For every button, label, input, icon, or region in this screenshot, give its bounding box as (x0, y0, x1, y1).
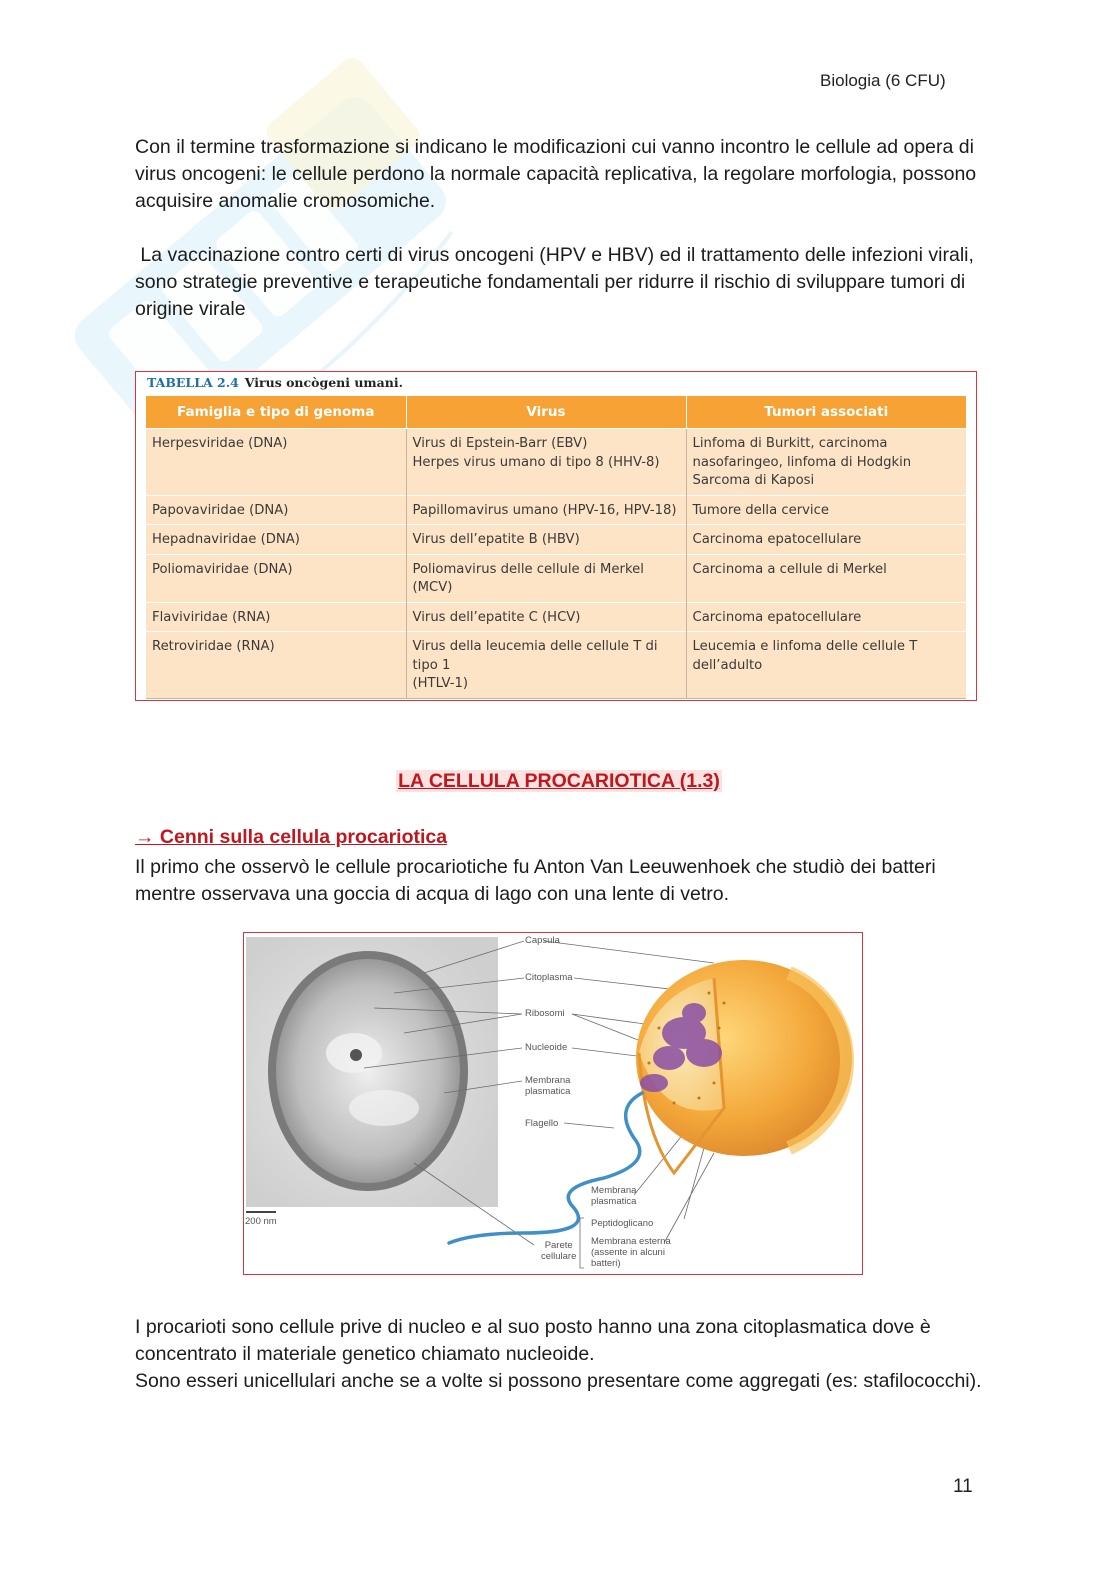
paragraph-leeuwenhoek: Il primo che osservò le cellule procariotiche fu Anton Van Leeuwenhoek che studiò dei batteri mentre osservava una goccia di acqua di lago con una lente di vetro. (135, 856, 936, 905)
table-cell-family (146, 602, 406, 632)
table-cell-tumors (686, 495, 966, 525)
table-header-cell: Famiglia e tipo di genoma (146, 396, 406, 429)
table-cell-tumors (686, 632, 966, 699)
micrograph-cytoplasm (276, 959, 460, 1183)
table-cell-family (146, 632, 406, 699)
table-row (146, 525, 966, 555)
header-course-title: Biologia (6 CFU) (820, 71, 946, 90)
label-line: Membrana (525, 1075, 571, 1086)
label-line: Membrana esterna (591, 1236, 671, 1247)
cell-text: Virus di Epstein-Barr (EBV) (412, 436, 588, 451)
label-membrana-plasmatica-bottom (591, 1185, 636, 1207)
cell-text: Sarcoma di Kaposi (692, 473, 815, 488)
cell-text: Papillomavirus umano (HPV-16, HPV-18) (412, 502, 677, 518)
label-line: plasmatica (525, 1086, 571, 1097)
cell-text: Virus della leucemia delle cellule T di (412, 639, 658, 654)
table-caption (147, 375, 403, 390)
micrograph-nucleoid-region (349, 1090, 419, 1126)
table-row (146, 632, 966, 699)
cell-text: Herpes virus umano di tipo 8 (HHV-8) (412, 454, 660, 470)
cell-text: Carcinoma epatocellulare (692, 532, 862, 547)
cell-text: Flaviviridae (RNA) (152, 609, 271, 625)
cell-text: Retroviridae (RNA) (152, 639, 275, 654)
table-cell-family (146, 525, 406, 555)
label-parete-cellulare (541, 1240, 576, 1262)
table-header-cell: Tumori associati (686, 396, 966, 429)
cell-text: Herpesviridae (DNA) (152, 436, 288, 451)
table-cell-tumors (686, 554, 966, 602)
table-caption-label: TABELLA 2.4 (147, 375, 239, 390)
cell-text: Carcinoma epatocellulare (692, 609, 862, 625)
table-cell-virus (406, 554, 686, 602)
label-nucleoide: Nucleoide (525, 1042, 568, 1053)
page-number: 11 (953, 1476, 973, 1497)
label-ribosomi: Ribosomi (525, 1008, 565, 1019)
cell-text: (MCV) (412, 580, 453, 595)
table-row (146, 495, 966, 525)
label-membrana-esterna (591, 1236, 671, 1269)
label-capsula: Capsula (525, 935, 560, 946)
table-cell-virus (406, 602, 686, 632)
table-cell-virus (406, 632, 686, 699)
label-line: Parete (544, 1240, 573, 1251)
micrograph-granule (350, 1049, 362, 1061)
cell-text: Hepadnaviridae (DNA) (152, 532, 300, 547)
table-cell-virus (406, 429, 686, 496)
label-line: Membrana (591, 1185, 637, 1196)
table-header-cell: Virus (406, 396, 686, 429)
paragraph-trasformazione: Con il termine trasformazione si indicano le modificazioni cui vanno incontro le cellule ad opera di virus oncogeni: le cellule perdono la normale capacità replicativa, la regolare morfologia, possono acquisire anomalie cromosomiche. (135, 136, 977, 212)
label-peptidoglicano: Peptidoglicano (591, 1218, 654, 1229)
cell-text: tipo 1 (412, 657, 451, 673)
table-cell-family (146, 554, 406, 602)
table-row (146, 554, 966, 602)
cell-text: dell’adulto (692, 657, 763, 673)
table-caption-text: Virus oncògeni umani. (244, 375, 403, 390)
cell-text: Linfoma di Burkitt, carcinoma (692, 436, 888, 451)
table-cell-family (146, 429, 406, 496)
cell-text: nasofaringeo, linfoma di Hodgkin (692, 454, 912, 470)
cell-text: Papovaviridae (DNA) (152, 502, 289, 518)
prokaryotic-cell-figure (243, 932, 863, 1275)
label-membrana-plasmatica (525, 1075, 570, 1097)
table-cell-tumors (686, 602, 966, 632)
virus-table (146, 396, 966, 699)
cell-text: Virus dell’epatite B (HBV) (412, 532, 580, 547)
cell-text: Virus dell’epatite C (HCV) (412, 609, 581, 625)
table-cell-family (146, 495, 406, 525)
table-header-row (146, 396, 966, 429)
section-title-text: LA CELLULA PROCARIOTICA (1.3) (398, 770, 720, 792)
cell-text: Poliomavirus delle cellule di Merkel (412, 561, 644, 577)
cell-text: Poliomaviridae (DNA) (152, 561, 293, 577)
table-row (146, 602, 966, 632)
table-cell-tumors (686, 525, 966, 555)
subsection-title: → Cenni sulla cellula procariotica (135, 826, 448, 848)
virus-table-figure (135, 371, 977, 701)
cell-text: Leucemia e linfoma delle cellule T (692, 639, 918, 654)
paragraph-procarioti: I procarioti sono cellule prive di nucleo e al suo posto hanno una zona citoplasmatica dove è concentrato il materiale genetico chiamato nucleoide. Sono esseri unicellulari anche se a volte si possono presentare come aggregati (es: stafilococchi). (135, 1316, 982, 1392)
table-row (146, 429, 966, 496)
label-line: cellulare (541, 1251, 577, 1262)
paragraph-vaccinazione: La vaccinazione contro certi di virus oncogeni (HPV e HBV) ed il trattamento delle infezioni virali, sono strategie preventive e terapeutiche fondamentali per ridurre il rischio di sviluppare tumori di origine virale (135, 244, 980, 320)
label-line: plasmatica (591, 1196, 637, 1207)
table-cell-virus (406, 525, 686, 555)
label-line: (assente in alcuni (591, 1247, 665, 1258)
scale-bar (246, 1211, 276, 1213)
label-citoplasma: Citoplasma (525, 972, 573, 983)
label-scale: 200 nm (245, 1216, 277, 1227)
cell-text: Carcinoma a cellule di Merkel (692, 561, 887, 577)
label-line: batteri) (591, 1258, 621, 1269)
table-cell-virus (406, 495, 686, 525)
prokaryotic-cell-illustration (244, 933, 863, 1275)
label-flagello: Flagello (525, 1118, 559, 1129)
table-cell-tumors (686, 429, 966, 496)
section-title (0, 770, 1118, 793)
cell-text: Tumore della cervice (692, 502, 829, 518)
cell-wall-bracket (580, 1218, 584, 1268)
cell-text: (HTLV-1) (412, 676, 469, 691)
